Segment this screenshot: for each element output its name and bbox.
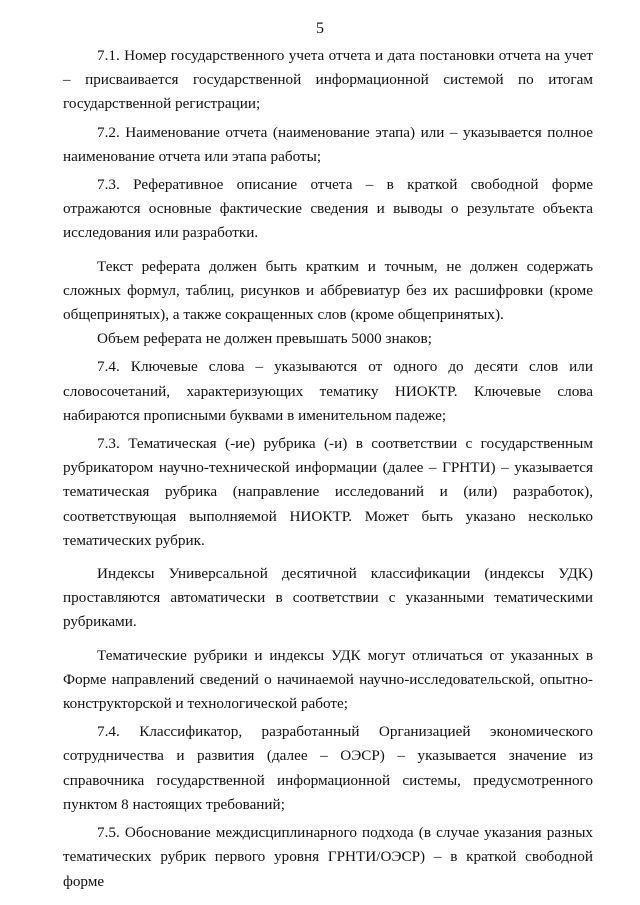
paragraph-7-4-keywords: 7.4. Ключевые слова – указываются от одного до десяти слов или словосочетаний, характеризующих тематику НИОКТР. Ключевые слова набираются прописными буквами в именительном падеже;: [63, 358, 593, 424]
paragraph-rubrics-difference: Тематические рубрики и индексы УДК могут отличаться от указанных в Форме направлений сведений о начинаемой научно-исследовательской, опытно-конструкторской и технологической работе;: [63, 646, 593, 713]
paragraph-7-3-abstract: 7.3. Реферативное описание отчета – в краткой свободной форме отражаются основные фактические сведения и выводы о результате объекта исследования или разработки.: [63, 176, 593, 242]
paragraph-7-1: 7.1. Номер государственного учета отчета и дата постановки отчета на учет – присваивается государственной информационной системой по итогам государственной регистрации;: [63, 47, 593, 113]
paragraph-7-5-interdisciplinary: 7.5. Обоснование междисциплинарного подхода (в случае указания разных тематических рубрик первого уровня ГРНТИ/ОЭСР) – в краткой свободной форме: [63, 824, 593, 890]
page-number: 5: [316, 20, 324, 37]
paragraph-abstract-text-rules: Текст реферата должен быть кратким и точным, не должен содержать сложных формул, таблиц, рисунков и аббревиатур без их расшифровки (кроме общепринятых), а также сокращенных слов (кроме общепринятых).: [63, 257, 593, 324]
paragraph-7-2: 7.2. Наименование отчета (наименование этапа) или – указывается полное наименование отчета или этапа работы;: [63, 123, 593, 165]
paragraph-abstract-length: Объем реферата не должен превышать 5000 знаков;: [97, 330, 432, 348]
document-body: [63, 44, 593, 894]
paragraph-7-4-oecd: 7.4. Классификатор, разработанный Организацией экономического сотрудничества и развития (далее – ОЭСР) – указывается значение из справочника государственной информационной системы, предусмотренного пунктом 8 настоящих требований;: [63, 723, 593, 813]
paragraph-udk-indexes: Индексы Универсальной десятичной классификации (индексы УДК) проставляются автоматически в соответствии с указанными тематическими рубриками.: [63, 565, 593, 631]
paragraph-7-3-grnti: 7.3. Тематическая (-ие) рубрика (-и) в соответствии с государственным рубрикатором научно-технической информации (далее – ГРНТИ) – указывается тематическая рубрика (направление исследований и (или) разработок), соответствующая выполняемой НИОКТР. Может быть указано несколько тематических рубрик.: [63, 435, 593, 549]
